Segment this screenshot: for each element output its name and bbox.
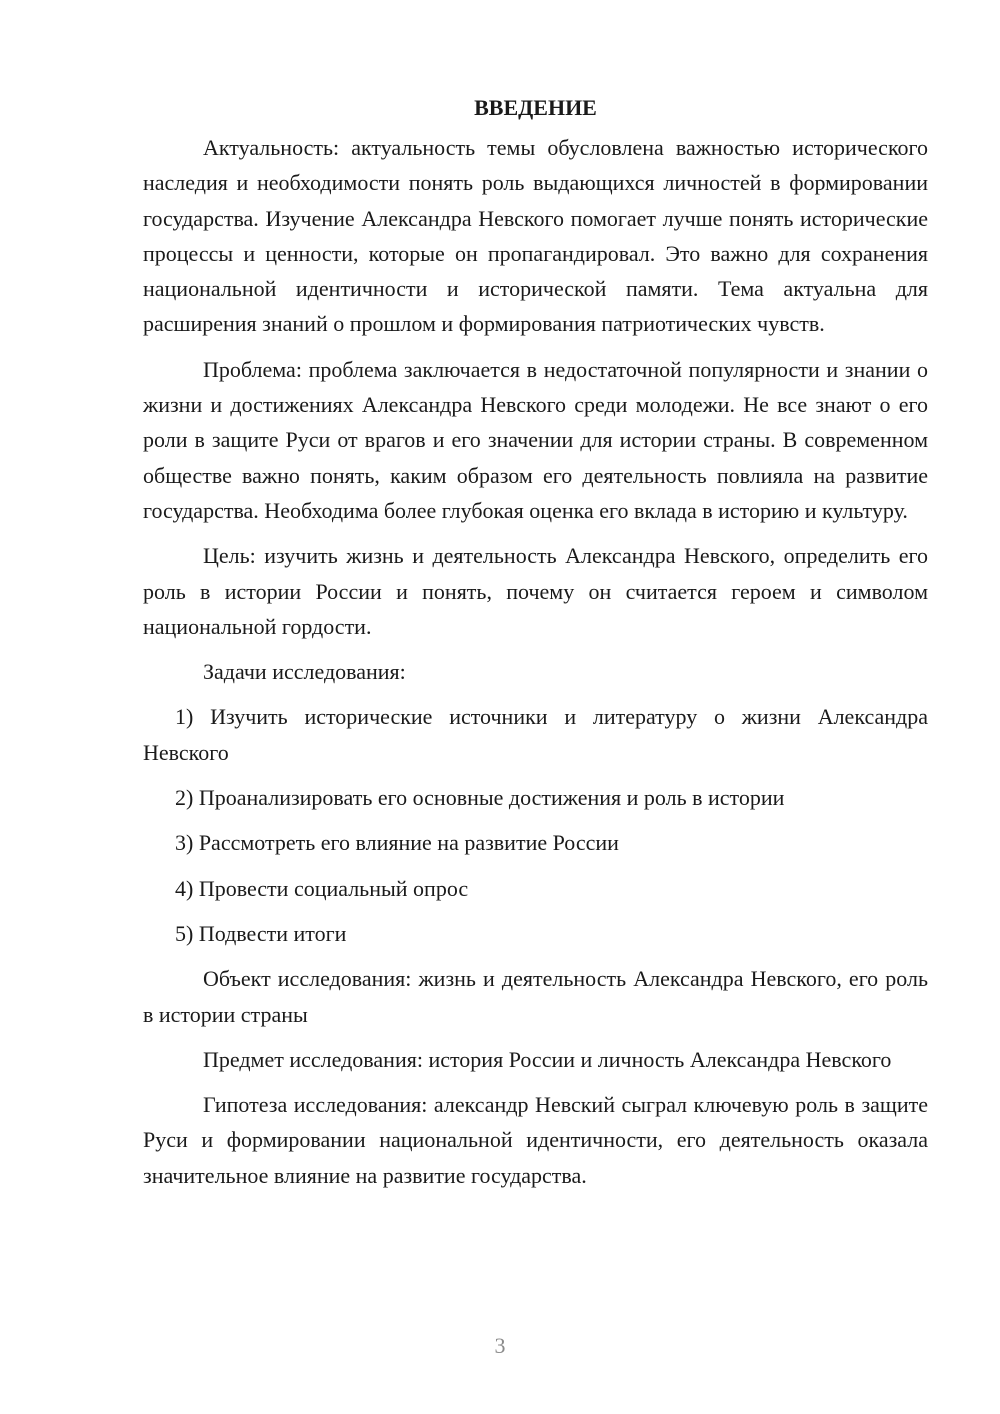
paragraph-object: Объект исследования: жизнь и деятельность Александра Невского, его роль в истории страны (143, 966, 928, 1027)
task-item: 1) Изучить исторические источники и литературу о жизни Александра Невского (143, 704, 928, 765)
task-item: 3) Рассмотреть его влияние на развитие России (175, 830, 619, 856)
page-number: 3 (494, 1333, 506, 1358)
paragraph-subject: Предмет исследования: история России и личность Александра Невского (203, 1046, 892, 1072)
paragraph-relevance: Актуальность: актуальность темы обусловлена важностью исторического наследия и необходимости понять роль выдающихся личностей в формировании государства. Изучение Александра Невского помогает лучше понять исторические процессы и ценности, которые он пропагандировал. Это важно для сохранения национальной идентичности и исторической памяти. Тема актуальна для расширения знаний о прошлом и формирования патриотических чувств. (143, 135, 928, 337)
paragraph-problem: Проблема: проблема заключается в недостаточной популярности и знании о жизни и достижениях Александра Невского среди молодежи. Не все знают о его роли в защите Руси от врагов и его значении для истории страны. В современном обществе важно понять, каким образом его деятельность повлияла на развитие государства. Необходима более глубокая оценка его вклада в историю и культуру. (143, 356, 928, 523)
paragraph-hypothesis: Гипотеза исследования: александр Невский сыграл ключевую роль в защите Руси и формировании национальной идентичности, его деятельность оказала значительное влияние на развитие государства. (143, 1092, 928, 1188)
task-item: 4) Провести социальный опрос (175, 875, 469, 901)
task-item: 2) Проанализировать его основные достижения и роль в истории (175, 785, 785, 811)
paragraph-goal: Цель: изучить жизнь и деятельность Александра Невского, определить его роль в истории России и понять, почему он считается героем и символом национальной гордости. (143, 543, 928, 639)
task-item: 5) Подвести итоги (175, 920, 347, 946)
section-title: ВВЕДЕНИЕ (474, 95, 597, 120)
tasks-heading: Задачи исследования: (203, 659, 406, 685)
document-page (143, 90, 928, 1203)
